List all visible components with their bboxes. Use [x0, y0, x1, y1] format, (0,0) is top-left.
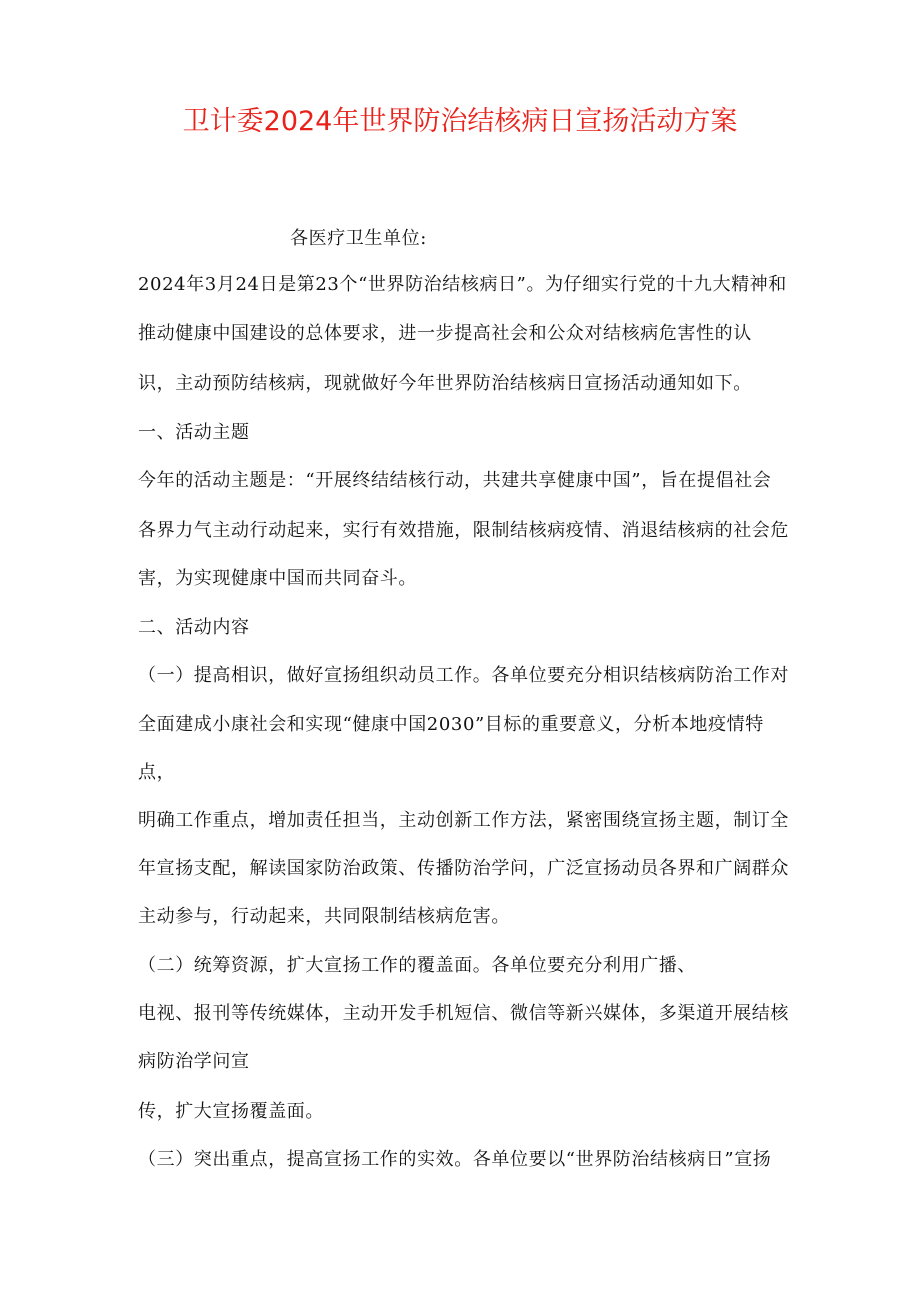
paragraph-line: 主动参与，行动起来，共同限制结核病危害。: [138, 906, 510, 927]
paragraph-line: 害，为实现健康中国而共同奋斗。: [138, 568, 417, 589]
paragraph-line: 今年的活动主题是：“开展终结结核行动，共建共享健康中国”，旨在提倡社会: [138, 470, 772, 491]
paragraph-line: 点，: [138, 762, 176, 783]
salutation: 各医疗卫生单位:: [290, 228, 427, 249]
paragraph-line: 2024年3月24日是第23个“世界防治结核病日”。为仔细实行党的十九大精神和: [138, 274, 787, 295]
paragraph-line: 电视、报刊等传统媒体，主动开发手机短信、微信等新兴媒体，多渠道开展结核: [138, 1003, 789, 1024]
paragraph-line: （一）提高相识，做好宣扬组织动员工作。各单位要充分相识结核病防治工作对: [138, 665, 789, 686]
paragraph-line: 年宣扬支配，解读国家防治政策、传播防治学问，广泛宣扬动员各界和广阔群众: [138, 858, 789, 879]
paragraph-line: 全面建成小康社会和实现“健康中国2030”目标的重要意义，分析本地疫情特: [138, 714, 764, 735]
paragraph-line: 明确工作重点，增加责任担当，主动创新工作方法，紧密围绕宣扬主题，制订全: [138, 810, 789, 831]
paragraph-line: 传，扩大宣扬覆盖面。: [138, 1101, 324, 1122]
section-heading: 一、活动主题: [138, 422, 250, 443]
paragraph-line: 各界力气主动行动起来，实行有效措施，限制结核病疫情、消退结核病的社会危: [138, 520, 789, 541]
paragraph-line: （三）突出重点，提高宣扬工作的实效。各单位要以“世界防治结核病日”宣扬: [138, 1149, 772, 1170]
section-heading: 二、活动内容: [138, 617, 250, 638]
paragraph-line: 推动健康中国建设的总体要求，进一步提高社会和公众对结核病危害性的认: [138, 323, 752, 344]
paragraph-line: （二）统筹资源，扩大宣扬工作的覆盖面。各单位要充分利用广播、: [138, 955, 696, 976]
document-title: 卫计委2024年世界防治结核病日宣扬活动方案: [182, 106, 738, 137]
paragraph-line: 病防治学问宣: [138, 1051, 250, 1072]
paragraph-line: 识，主动预防结核病，现就做好今年世界防治结核病日宣扬活动通知如下。: [138, 373, 752, 394]
